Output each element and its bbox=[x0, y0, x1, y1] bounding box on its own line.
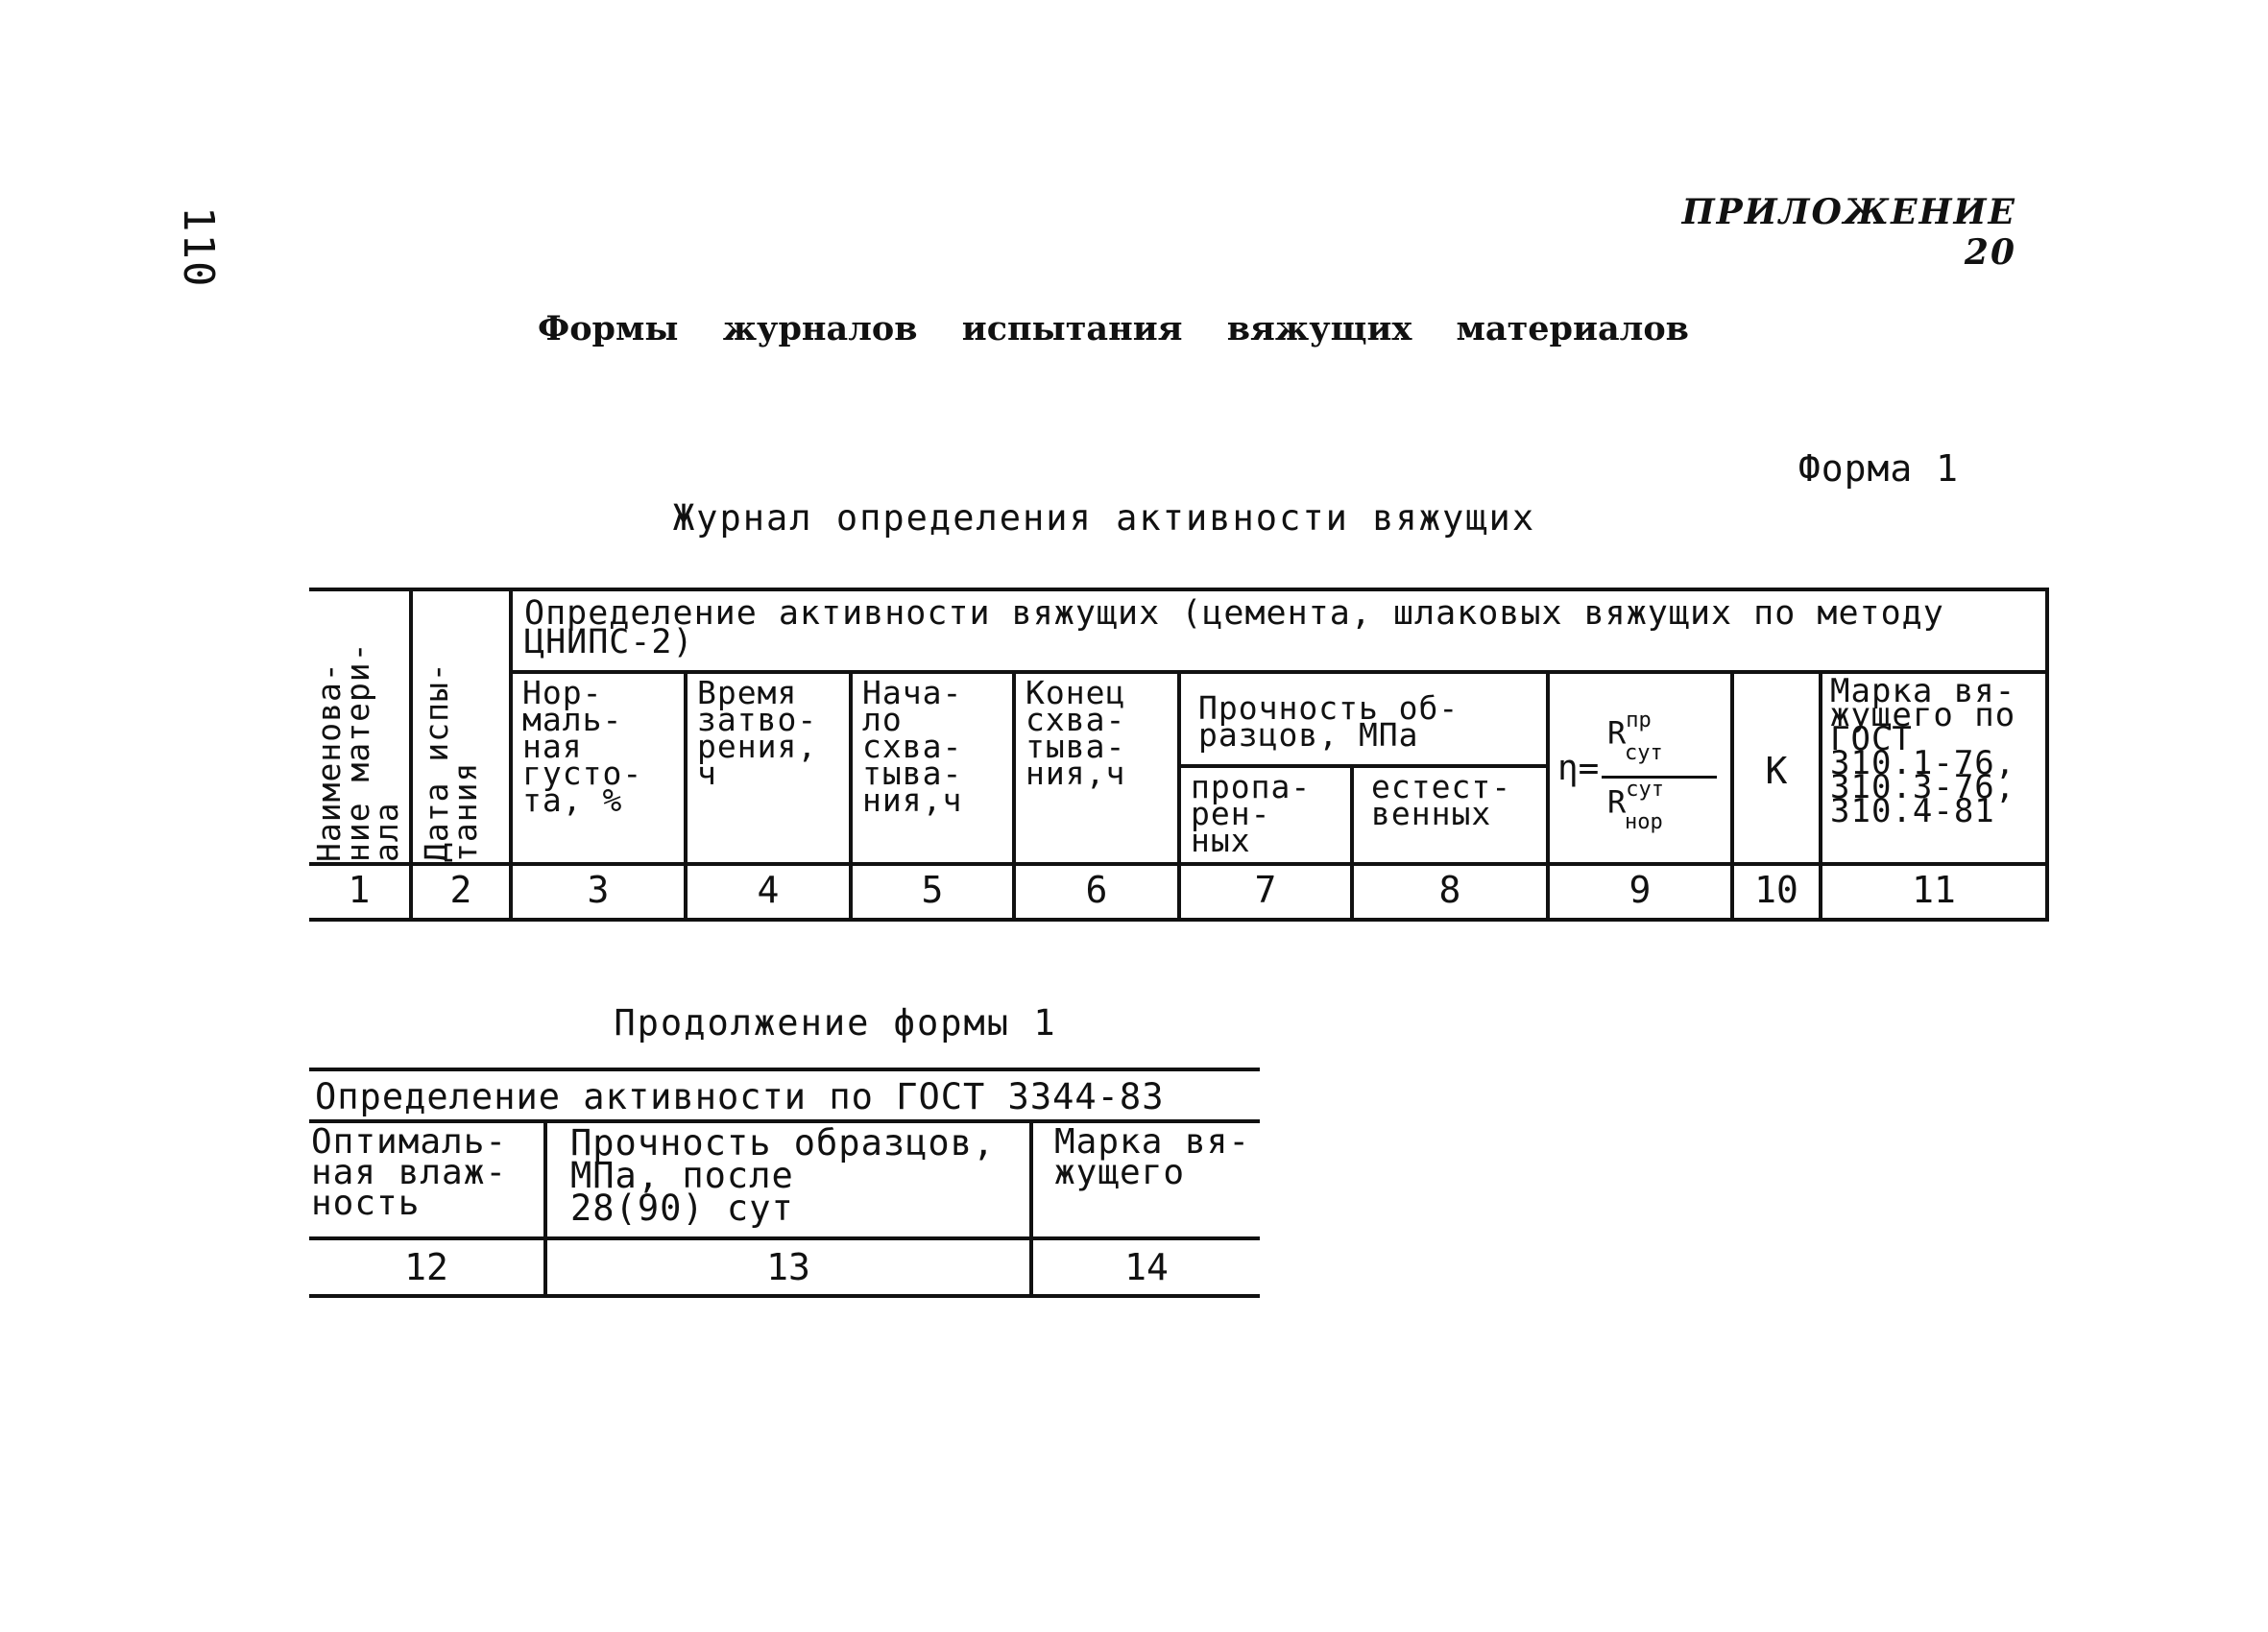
form-label: Форма 1 bbox=[1798, 447, 1959, 490]
col-number-1: 1 bbox=[309, 862, 409, 922]
header-setting-end: Конец схва- тыва- ния,ч bbox=[1012, 670, 1177, 864]
activity-journal-table bbox=[309, 588, 2049, 920]
header-strength-group: Прочность об- разцов, МПа bbox=[1177, 670, 1546, 766]
header-strength-after: Прочность образцов, МПа, после 28(90) сут bbox=[543, 1121, 1029, 1238]
eta-denominator bbox=[1607, 778, 1665, 851]
numerator-r: R bbox=[1607, 714, 1627, 752]
denominator-r: R bbox=[1607, 783, 1627, 821]
col-number-10: 10 bbox=[1730, 862, 1819, 922]
document-title: Формы журналов испытания вяжущих материалов bbox=[538, 309, 1689, 348]
col-number-8: 8 bbox=[1350, 862, 1546, 922]
eta-symbol: η= bbox=[1557, 749, 1600, 788]
numerator-sup: пр bbox=[1626, 708, 1652, 732]
header-k: К bbox=[1730, 670, 1819, 864]
col-number-14: 14 bbox=[1029, 1236, 1260, 1298]
appendix-label: ПРИЛОЖЕНИЕ 20 bbox=[1681, 192, 2016, 273]
header-gost-activity: Определение активности по ГОСТ 3344-83 bbox=[309, 1068, 1260, 1123]
continuation-title: Продолжение формы 1 bbox=[614, 1002, 1057, 1044]
header-mixing-time: Время затво- рения, ч bbox=[684, 670, 849, 864]
header-binder-grade-2: Марка вя- жущего bbox=[1029, 1121, 1260, 1238]
numerator-sub: сут bbox=[1625, 740, 1663, 765]
col-number-11: 11 bbox=[1819, 862, 2049, 922]
col-number-4: 4 bbox=[684, 862, 849, 922]
eta-numerator bbox=[1607, 708, 1663, 781]
header-optimal-moisture: Оптималь- ная влаж- ность bbox=[311, 1122, 508, 1223]
journal-title: Журнал определения активности вяжущих bbox=[672, 497, 1536, 539]
header-natural: естест- венных bbox=[1350, 764, 1546, 864]
col-number-6: 6 bbox=[1012, 862, 1177, 922]
header-cell-material bbox=[309, 588, 409, 864]
col-number-7: 7 bbox=[1177, 862, 1350, 922]
denominator-sup: сут bbox=[1626, 778, 1665, 802]
header-steamed: пропа- рен- ных bbox=[1177, 764, 1350, 864]
header-material-text: Наименова- ние матери- ала bbox=[310, 641, 405, 862]
continuation-table bbox=[309, 1068, 1260, 1298]
page-number: 110 bbox=[174, 206, 223, 289]
col-number-12: 12 bbox=[309, 1236, 543, 1298]
header-setting-start: Нача- ло схва- тыва- ния,ч bbox=[849, 670, 1012, 864]
header-cell-date bbox=[409, 588, 509, 864]
header-group-activity: Определение активности вяжущих (цемента, шлаковых вяжущих по методу ЦНИПС-2) bbox=[509, 588, 2049, 672]
col-number-5: 5 bbox=[849, 862, 1012, 922]
header-eta-formula bbox=[1546, 670, 1730, 864]
header-normal-density: Нор- маль- ная густо- та, % bbox=[509, 670, 684, 864]
col-number-3: 3 bbox=[509, 862, 684, 922]
col-number-2: 2 bbox=[409, 862, 509, 922]
col-number-13: 13 bbox=[543, 1236, 1029, 1298]
header-binder-grade: Марка вя- жущего по ГОСТ 310.1-76, 310.3-76, 310.4-81 bbox=[1819, 670, 2049, 864]
header-date-text: Дата испы- тания bbox=[418, 661, 484, 862]
col-number-9: 9 bbox=[1546, 862, 1730, 922]
denominator-sub: нор bbox=[1625, 809, 1663, 834]
